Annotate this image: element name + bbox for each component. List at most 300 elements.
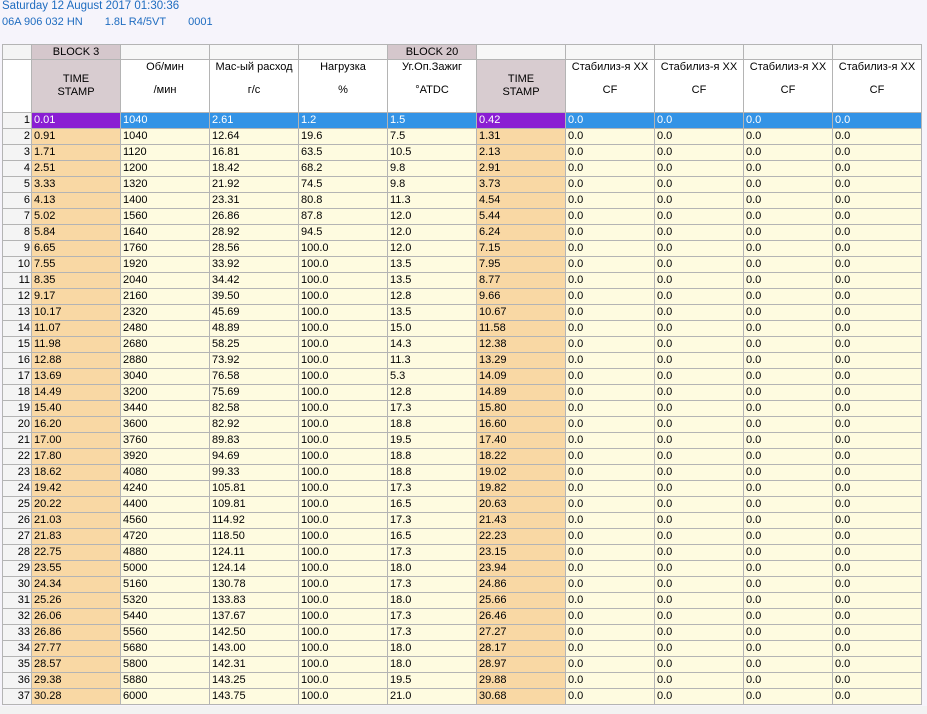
value-cell[interactable]: 0.0 [566,353,655,369]
value-cell[interactable]: 17.3 [388,577,477,593]
value-cell[interactable]: 5.3 [388,369,477,385]
timestamp-cell[interactable]: 11.07 [32,321,121,337]
value-cell[interactable]: 100.0 [299,625,388,641]
value-cell[interactable]: 0.0 [744,625,833,641]
value-cell[interactable]: 0.0 [566,577,655,593]
value-cell[interactable]: 0.0 [655,401,744,417]
value-cell[interactable]: 0.0 [655,641,744,657]
table-row[interactable] [3,673,922,689]
value-cell[interactable]: 18.0 [388,561,477,577]
value-cell[interactable]: 0.0 [655,385,744,401]
value-cell[interactable]: 0.0 [833,321,922,337]
value-cell[interactable]: 1120 [121,145,210,161]
table-row[interactable] [3,417,922,433]
value-cell[interactable]: 12.8 [388,385,477,401]
value-cell[interactable]: 0.0 [833,353,922,369]
timestamp-cell[interactable]: 28.57 [32,657,121,673]
timestamp-cell[interactable]: 26.06 [32,609,121,625]
value-cell[interactable]: 75.69 [210,385,299,401]
table-row[interactable] [3,289,922,305]
timestamp-cell[interactable]: 0.01 [32,113,121,129]
value-cell[interactable]: 0.0 [744,257,833,273]
value-cell[interactable]: 3600 [121,417,210,433]
value-cell[interactable]: 0.0 [566,561,655,577]
value-cell[interactable]: 0.0 [744,529,833,545]
value-cell[interactable]: 0.0 [833,497,922,513]
timestamp-cell[interactable]: 24.86 [477,577,566,593]
value-cell[interactable]: 4560 [121,513,210,529]
value-cell[interactable]: 0.0 [833,593,922,609]
table-row[interactable] [3,497,922,513]
value-cell[interactable]: 0.0 [566,449,655,465]
table-row[interactable] [3,577,922,593]
value-cell[interactable]: 0.0 [566,305,655,321]
value-cell[interactable]: 0.0 [833,337,922,353]
table-row[interactable] [3,177,922,193]
row-number[interactable]: 35 [3,657,32,673]
value-cell[interactable]: 143.00 [210,641,299,657]
value-cell[interactable]: 0.0 [744,545,833,561]
value-cell[interactable]: 11.3 [388,193,477,209]
corner-cell[interactable] [3,45,32,60]
row-number[interactable]: 20 [3,417,32,433]
value-cell[interactable]: 2040 [121,273,210,289]
table-row[interactable] [3,529,922,545]
row-number[interactable]: 5 [3,177,32,193]
timestamp-cell[interactable]: 16.60 [477,417,566,433]
table-row[interactable] [3,337,922,353]
table-row[interactable] [3,593,922,609]
row-number[interactable]: 1 [3,113,32,129]
value-cell[interactable]: 0.0 [744,273,833,289]
value-cell[interactable]: 0.0 [566,289,655,305]
value-cell[interactable]: 7.5 [388,129,477,145]
value-cell[interactable]: 73.92 [210,353,299,369]
value-cell[interactable]: 0.0 [655,561,744,577]
value-cell[interactable]: 3440 [121,401,210,417]
value-cell[interactable]: 5560 [121,625,210,641]
timestamp-cell[interactable]: 6.65 [32,241,121,257]
row-number[interactable]: 4 [3,161,32,177]
value-cell[interactable]: 21.92 [210,177,299,193]
value-cell[interactable]: 0.0 [833,113,922,129]
timestamp-cell[interactable]: 0.42 [477,113,566,129]
value-cell[interactable]: 0.0 [744,337,833,353]
value-cell[interactable]: 6000 [121,689,210,705]
value-cell[interactable]: 0.0 [655,337,744,353]
value-cell[interactable]: 0.0 [744,449,833,465]
value-cell[interactable]: 100.0 [299,385,388,401]
row-number[interactable]: 9 [3,241,32,257]
value-cell[interactable]: 100.0 [299,353,388,369]
value-cell[interactable]: 14.3 [388,337,477,353]
table-row[interactable] [3,145,922,161]
row-number[interactable]: 28 [3,545,32,561]
value-cell[interactable]: 0.0 [655,433,744,449]
value-cell[interactable]: 76.58 [210,369,299,385]
value-cell[interactable]: 87.8 [299,209,388,225]
value-cell[interactable]: 19.6 [299,129,388,145]
value-cell[interactable]: 4240 [121,481,210,497]
table-row[interactable] [3,513,922,529]
value-cell[interactable]: 0.0 [566,433,655,449]
timestamp-cell[interactable]: 14.89 [477,385,566,401]
timestamp-cell[interactable]: 15.40 [32,401,121,417]
table-row[interactable] [3,449,922,465]
timestamp-cell[interactable]: 22.23 [477,529,566,545]
row-number[interactable]: 26 [3,513,32,529]
value-cell[interactable]: 0.0 [744,593,833,609]
value-cell[interactable]: 100.0 [299,305,388,321]
value-cell[interactable]: 18.8 [388,449,477,465]
value-cell[interactable]: 0.0 [655,417,744,433]
value-cell[interactable]: 5160 [121,577,210,593]
value-cell[interactable]: 0.0 [655,449,744,465]
row-number[interactable]: 29 [3,561,32,577]
value-cell[interactable]: 0.0 [655,273,744,289]
timestamp-cell[interactable]: 26.86 [32,625,121,641]
column-header-idle-stabilization-2[interactable]: Стабилиз-я XX CF [655,60,744,113]
value-cell[interactable]: 0.0 [655,545,744,561]
value-cell[interactable]: 0.0 [833,417,922,433]
value-cell[interactable]: 68.2 [299,161,388,177]
value-cell[interactable]: 0.0 [655,225,744,241]
value-cell[interactable]: 74.5 [299,177,388,193]
value-cell[interactable]: 4880 [121,545,210,561]
value-cell[interactable]: 0.0 [744,369,833,385]
column-header-load[interactable]: Нагрузка % [299,60,388,113]
value-cell[interactable]: 0.0 [833,577,922,593]
timestamp-cell[interactable]: 8.35 [32,273,121,289]
timestamp-cell[interactable]: 1.71 [32,145,121,161]
timestamp-cell[interactable]: 28.17 [477,641,566,657]
value-cell[interactable]: 5320 [121,593,210,609]
value-cell[interactable]: 100.0 [299,497,388,513]
row-number[interactable]: 14 [3,321,32,337]
table-row[interactable] [3,273,922,289]
value-cell[interactable]: 0.0 [833,641,922,657]
value-cell[interactable]: 0.0 [744,353,833,369]
value-cell[interactable]: 0.0 [833,673,922,689]
timestamp-cell[interactable]: 7.95 [477,257,566,273]
timestamp-cell[interactable]: 28.97 [477,657,566,673]
value-cell[interactable]: 0.0 [566,673,655,689]
value-cell[interactable]: 12.0 [388,241,477,257]
value-cell[interactable]: 0.0 [566,193,655,209]
value-cell[interactable]: 0.0 [655,465,744,481]
value-cell[interactable]: 48.89 [210,321,299,337]
value-cell[interactable]: 1040 [121,129,210,145]
value-cell[interactable]: 0.0 [744,209,833,225]
value-cell[interactable]: 0.0 [566,465,655,481]
value-cell[interactable]: 28.92 [210,225,299,241]
value-cell[interactable]: 5000 [121,561,210,577]
value-cell[interactable]: 1040 [121,113,210,129]
table-row[interactable] [3,657,922,673]
value-cell[interactable]: 0.0 [744,193,833,209]
value-cell[interactable]: 100.0 [299,417,388,433]
table-row[interactable] [3,385,922,401]
value-cell[interactable]: 2320 [121,305,210,321]
value-cell[interactable]: 2480 [121,321,210,337]
value-cell[interactable]: 94.69 [210,449,299,465]
value-cell[interactable]: 0.0 [744,513,833,529]
value-cell[interactable]: 0.0 [833,177,922,193]
value-cell[interactable]: 100.0 [299,593,388,609]
value-cell[interactable]: 18.0 [388,657,477,673]
value-cell[interactable]: 0.0 [833,449,922,465]
value-cell[interactable]: 0.0 [744,161,833,177]
timestamp-cell[interactable]: 18.62 [32,465,121,481]
value-cell[interactable]: 17.3 [388,513,477,529]
row-number[interactable]: 12 [3,289,32,305]
value-cell[interactable]: 0.0 [566,513,655,529]
value-cell[interactable]: 0.0 [566,625,655,641]
timestamp-cell[interactable]: 7.55 [32,257,121,273]
value-cell[interactable]: 18.42 [210,161,299,177]
value-cell[interactable]: 82.92 [210,417,299,433]
timestamp-cell[interactable]: 26.46 [477,609,566,625]
value-cell[interactable]: 0.0 [655,689,744,705]
value-cell[interactable]: 0.0 [566,609,655,625]
value-cell[interactable]: 100.0 [299,545,388,561]
value-cell[interactable]: 0.0 [833,161,922,177]
timestamp-cell[interactable]: 0.91 [32,129,121,145]
value-cell[interactable]: 0.0 [744,609,833,625]
value-cell[interactable]: 0.0 [833,273,922,289]
column-header-idle-stabilization-1[interactable]: Стабилиз-я XX CF [566,60,655,113]
row-number[interactable]: 33 [3,625,32,641]
timestamp-cell[interactable]: 30.68 [477,689,566,705]
value-cell[interactable]: 0.0 [833,689,922,705]
value-cell[interactable]: 100.0 [299,273,388,289]
value-cell[interactable]: 0.0 [833,561,922,577]
value-cell[interactable]: 0.0 [833,609,922,625]
value-cell[interactable]: 0.0 [744,305,833,321]
value-cell[interactable]: 4720 [121,529,210,545]
row-number[interactable]: 8 [3,225,32,241]
value-cell[interactable]: 0.0 [566,257,655,273]
table-row[interactable] [3,369,922,385]
table-row[interactable] [3,241,922,257]
value-cell[interactable]: 0.0 [566,657,655,673]
table-row[interactable] [3,641,922,657]
timestamp-cell[interactable]: 17.00 [32,433,121,449]
column-header-idle-stabilization-4[interactable]: Стабилиз-я XX CF [833,60,922,113]
value-cell[interactable]: 0.0 [833,305,922,321]
value-cell[interactable]: 124.14 [210,561,299,577]
row-number[interactable]: 2 [3,129,32,145]
timestamp-cell[interactable]: 5.44 [477,209,566,225]
value-cell[interactable]: 0.0 [566,209,655,225]
value-cell[interactable]: 0.0 [566,145,655,161]
value-cell[interactable]: 12.0 [388,209,477,225]
timestamp-cell[interactable]: 23.94 [477,561,566,577]
value-cell[interactable]: 0.0 [566,401,655,417]
timestamp-cell[interactable]: 14.09 [477,369,566,385]
value-cell[interactable]: 0.0 [566,337,655,353]
value-cell[interactable]: 18.8 [388,417,477,433]
value-cell[interactable]: 0.0 [655,353,744,369]
value-cell[interactable]: 11.3 [388,353,477,369]
value-cell[interactable]: 100.0 [299,401,388,417]
value-cell[interactable]: 0.0 [744,417,833,433]
value-cell[interactable]: 0.0 [566,641,655,657]
table-row[interactable] [3,625,922,641]
value-cell[interactable]: 142.50 [210,625,299,641]
value-cell[interactable]: 0.0 [655,369,744,385]
row-number[interactable]: 7 [3,209,32,225]
table-row[interactable] [3,689,922,705]
timestamp-cell[interactable]: 14.49 [32,385,121,401]
value-cell[interactable]: 133.83 [210,593,299,609]
row-number[interactable]: 27 [3,529,32,545]
table-row[interactable] [3,161,922,177]
value-cell[interactable]: 0.0 [744,401,833,417]
value-cell[interactable]: 143.25 [210,673,299,689]
value-cell[interactable]: 80.8 [299,193,388,209]
value-cell[interactable]: 0.0 [655,305,744,321]
value-cell[interactable]: 17.3 [388,401,477,417]
value-cell[interactable]: 58.25 [210,337,299,353]
value-cell[interactable]: 0.0 [566,161,655,177]
row-number[interactable]: 15 [3,337,32,353]
value-cell[interactable]: 0.0 [566,241,655,257]
column-header-rpm[interactable]: Об/мин /мин [121,60,210,113]
value-cell[interactable]: 142.31 [210,657,299,673]
value-cell[interactable]: 4080 [121,465,210,481]
timestamp-cell[interactable]: 21.03 [32,513,121,529]
value-cell[interactable]: 0.0 [744,385,833,401]
row-number[interactable]: 13 [3,305,32,321]
timestamp-cell[interactable]: 6.24 [477,225,566,241]
value-cell[interactable]: 109.81 [210,497,299,513]
value-cell[interactable]: 100.0 [299,369,388,385]
value-cell[interactable]: 100.0 [299,481,388,497]
value-cell[interactable]: 12.0 [388,225,477,241]
value-cell[interactable]: 0.0 [655,289,744,305]
value-cell[interactable]: 0.0 [744,113,833,129]
value-cell[interactable]: 17.3 [388,625,477,641]
value-cell[interactable]: 0.0 [655,609,744,625]
timestamp-cell[interactable]: 20.22 [32,497,121,513]
timestamp-cell[interactable]: 12.38 [477,337,566,353]
timestamp-cell[interactable]: 20.63 [477,497,566,513]
timestamp-cell[interactable]: 19.02 [477,465,566,481]
value-cell[interactable]: 100.0 [299,609,388,625]
value-cell[interactable]: 0.0 [833,529,922,545]
value-cell[interactable]: 0.0 [566,689,655,705]
value-cell[interactable]: 100.0 [299,337,388,353]
timestamp-cell[interactable]: 2.91 [477,161,566,177]
value-cell[interactable]: 0.0 [655,593,744,609]
value-cell[interactable]: 0.0 [744,145,833,161]
value-cell[interactable]: 137.67 [210,609,299,625]
timestamp-cell[interactable]: 22.75 [32,545,121,561]
value-cell[interactable]: 0.0 [833,385,922,401]
value-cell[interactable]: 0.0 [566,321,655,337]
timestamp-cell[interactable]: 10.67 [477,305,566,321]
value-cell[interactable]: 100.0 [299,561,388,577]
value-cell[interactable]: 13.5 [388,305,477,321]
value-cell[interactable]: 16.5 [388,529,477,545]
value-cell[interactable]: 0.0 [655,321,744,337]
value-cell[interactable]: 0.0 [744,129,833,145]
timestamp-cell[interactable]: 19.42 [32,481,121,497]
row-number[interactable]: 22 [3,449,32,465]
value-cell[interactable]: 0.0 [655,529,744,545]
value-cell[interactable]: 100.0 [299,433,388,449]
timestamp-cell[interactable]: 19.82 [477,481,566,497]
value-cell[interactable]: 0.0 [566,177,655,193]
value-cell[interactable]: 33.92 [210,257,299,273]
column-header-ignition-timing[interactable]: Уг.Оп.Зажиг °ATDC [388,60,477,113]
value-cell[interactable]: 2160 [121,289,210,305]
value-cell[interactable]: 0.0 [833,433,922,449]
value-cell[interactable]: 0.0 [566,385,655,401]
value-cell[interactable]: 0.0 [744,641,833,657]
value-cell[interactable]: 0.0 [655,673,744,689]
timestamp-cell[interactable]: 29.38 [32,673,121,689]
value-cell[interactable]: 100.0 [299,673,388,689]
timestamp-cell[interactable]: 11.98 [32,337,121,353]
value-cell[interactable]: 1320 [121,177,210,193]
value-cell[interactable]: 130.78 [210,577,299,593]
row-number[interactable]: 21 [3,433,32,449]
value-cell[interactable]: 17.3 [388,609,477,625]
row-number[interactable]: 3 [3,145,32,161]
row-number[interactable]: 16 [3,353,32,369]
row-number[interactable]: 32 [3,609,32,625]
value-cell[interactable]: 100.0 [299,321,388,337]
row-number[interactable]: 25 [3,497,32,513]
table-row[interactable] [3,545,922,561]
value-cell[interactable]: 0.0 [655,625,744,641]
value-cell[interactable]: 0.0 [744,289,833,305]
timestamp-cell[interactable]: 25.26 [32,593,121,609]
row-number[interactable]: 24 [3,481,32,497]
value-cell[interactable]: 0.0 [655,145,744,161]
value-cell[interactable]: 0.0 [833,209,922,225]
value-cell[interactable]: 0.0 [655,577,744,593]
value-cell[interactable]: 100.0 [299,513,388,529]
value-cell[interactable]: 0.0 [833,657,922,673]
value-cell[interactable]: 100.0 [299,257,388,273]
row-number[interactable]: 10 [3,257,32,273]
value-cell[interactable]: 3040 [121,369,210,385]
value-cell[interactable]: 19.5 [388,433,477,449]
timestamp-cell[interactable]: 3.73 [477,177,566,193]
value-cell[interactable]: 12.64 [210,129,299,145]
timestamp-cell[interactable]: 27.27 [477,625,566,641]
row-number[interactable]: 23 [3,465,32,481]
value-cell[interactable]: 19.5 [388,673,477,689]
timestamp-cell[interactable]: 21.43 [477,513,566,529]
value-cell[interactable]: 100.0 [299,577,388,593]
table-row[interactable] [3,193,922,209]
value-cell[interactable]: 0.0 [744,481,833,497]
value-cell[interactable]: 0.0 [833,289,922,305]
value-cell[interactable]: 1400 [121,193,210,209]
value-cell[interactable]: 2880 [121,353,210,369]
table-row[interactable] [3,209,922,225]
value-cell[interactable]: 3200 [121,385,210,401]
timestamp-cell[interactable]: 13.69 [32,369,121,385]
value-cell[interactable]: 0.0 [744,433,833,449]
value-cell[interactable]: 0.0 [833,465,922,481]
timestamp-cell[interactable]: 11.58 [477,321,566,337]
timestamp-cell[interactable]: 5.84 [32,225,121,241]
